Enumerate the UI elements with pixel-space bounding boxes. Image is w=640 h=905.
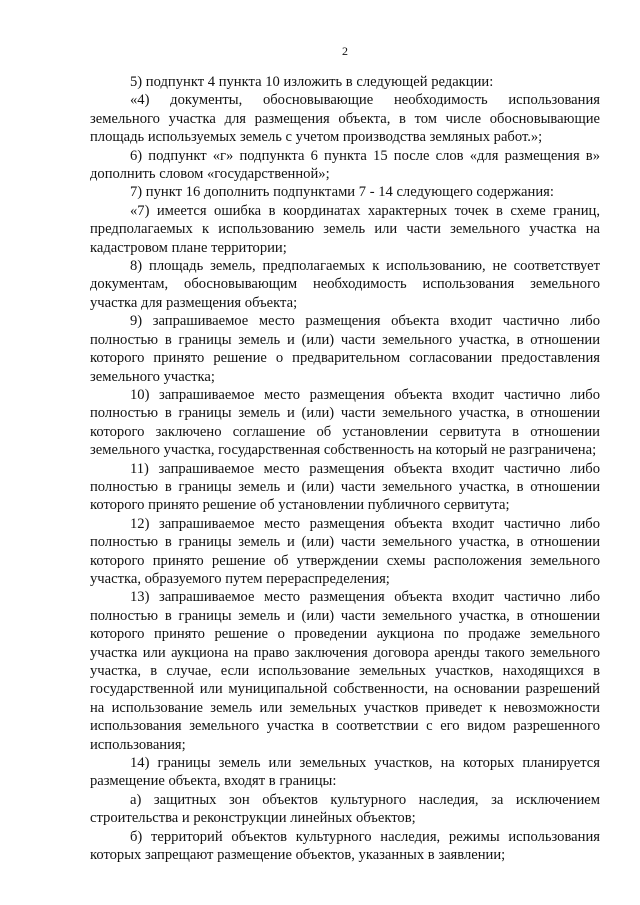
page-number: 2 [342, 44, 348, 58]
paragraph: 7) пункт 16 дополнить подпунктами 7 - 14 следующего содержания: [130, 184, 554, 201]
paragraph: 12) запрашиваемое место размещения объекта входит частично либо полностью в границы земель и (или) части земельного участка, в отношении которого принято решение об утверждении схемы расположения земельного участка, образуемого путем перераспределения; [90, 515, 600, 587]
paragraph: 13) запрашиваемое место размещения объекта входит частично либо полностью в границы земель и (или) части земельного участка, в отношении которого принято решение о проведении аукциона по продаже земельного участка или аукциона на право заключения договора аренды такого земельного участка, в случае, если использование земельных участков, находящихся в государственной или муниципальной собственности, на основании разрешений на использование земель или земельных участков приведет к невозможности использования земельного участка в соответствии с его видом разрешенного использования; [90, 589, 600, 753]
paragraph: б) территорий объектов культурного наследия, режимы использования которых запрещают размещение объектов, указанных в заявлении; [90, 828, 600, 864]
paragraph: «7) имеется ошибка в координатах характерных точек в схеме границ, предполагаемых к использованию земель или части земельного участка на кадастровом плане территории; [90, 202, 600, 256]
paragraph: 11) запрашиваемое место размещения объекта входит частично либо полностью в границы земель и (или) части земельного участка, в отношении которого принято решение об установлении публичного сервитута; [90, 460, 600, 514]
paragraph: 10) запрашиваемое место размещения объекта входит частично либо полностью в границы земель и (или) части земельного участка, в отношении которого заключено соглашение об установлении сервитута в отношении земельного участка, государственная собственность на который не разграничена; [90, 386, 600, 459]
document-body [90, 73, 600, 864]
paragraph: 6) подпункт «г» подпункта 6 пункта 15 после слов «для размещения в» дополнить словом «государственной»; [90, 147, 600, 183]
paragraph: 9) запрашиваемое место размещения объекта входит частично либо полностью в границы земель и (или) части земельного участка, в отношении которого принято решение о предварительном согласовании предоставления земельного участка; [90, 313, 600, 385]
paragraph: 8) площадь земель, предполагаемых к использованию, не соответствует документам, обосновывающим необходимость использования земельного участка для размещения объекта; [90, 258, 600, 311]
paragraph: 14) границы земель или земельных участков, на которых планируется размещение объекта, входят в границы: [90, 755, 600, 790]
paragraph: 5) подпункт 4 пункта 10 изложить в следующей редакции: [130, 74, 494, 90]
paragraph: «4) документы, обосновывающие необходимость использования земельного участка для размещения объекта, в том числе обосновывающие площадь используемых земель с учетом производства земляных работ.»; [90, 92, 600, 146]
paragraph: а) защитных зон объектов культурного наследия, за исключением строительства и реконструкции линейных объектов; [90, 791, 600, 827]
